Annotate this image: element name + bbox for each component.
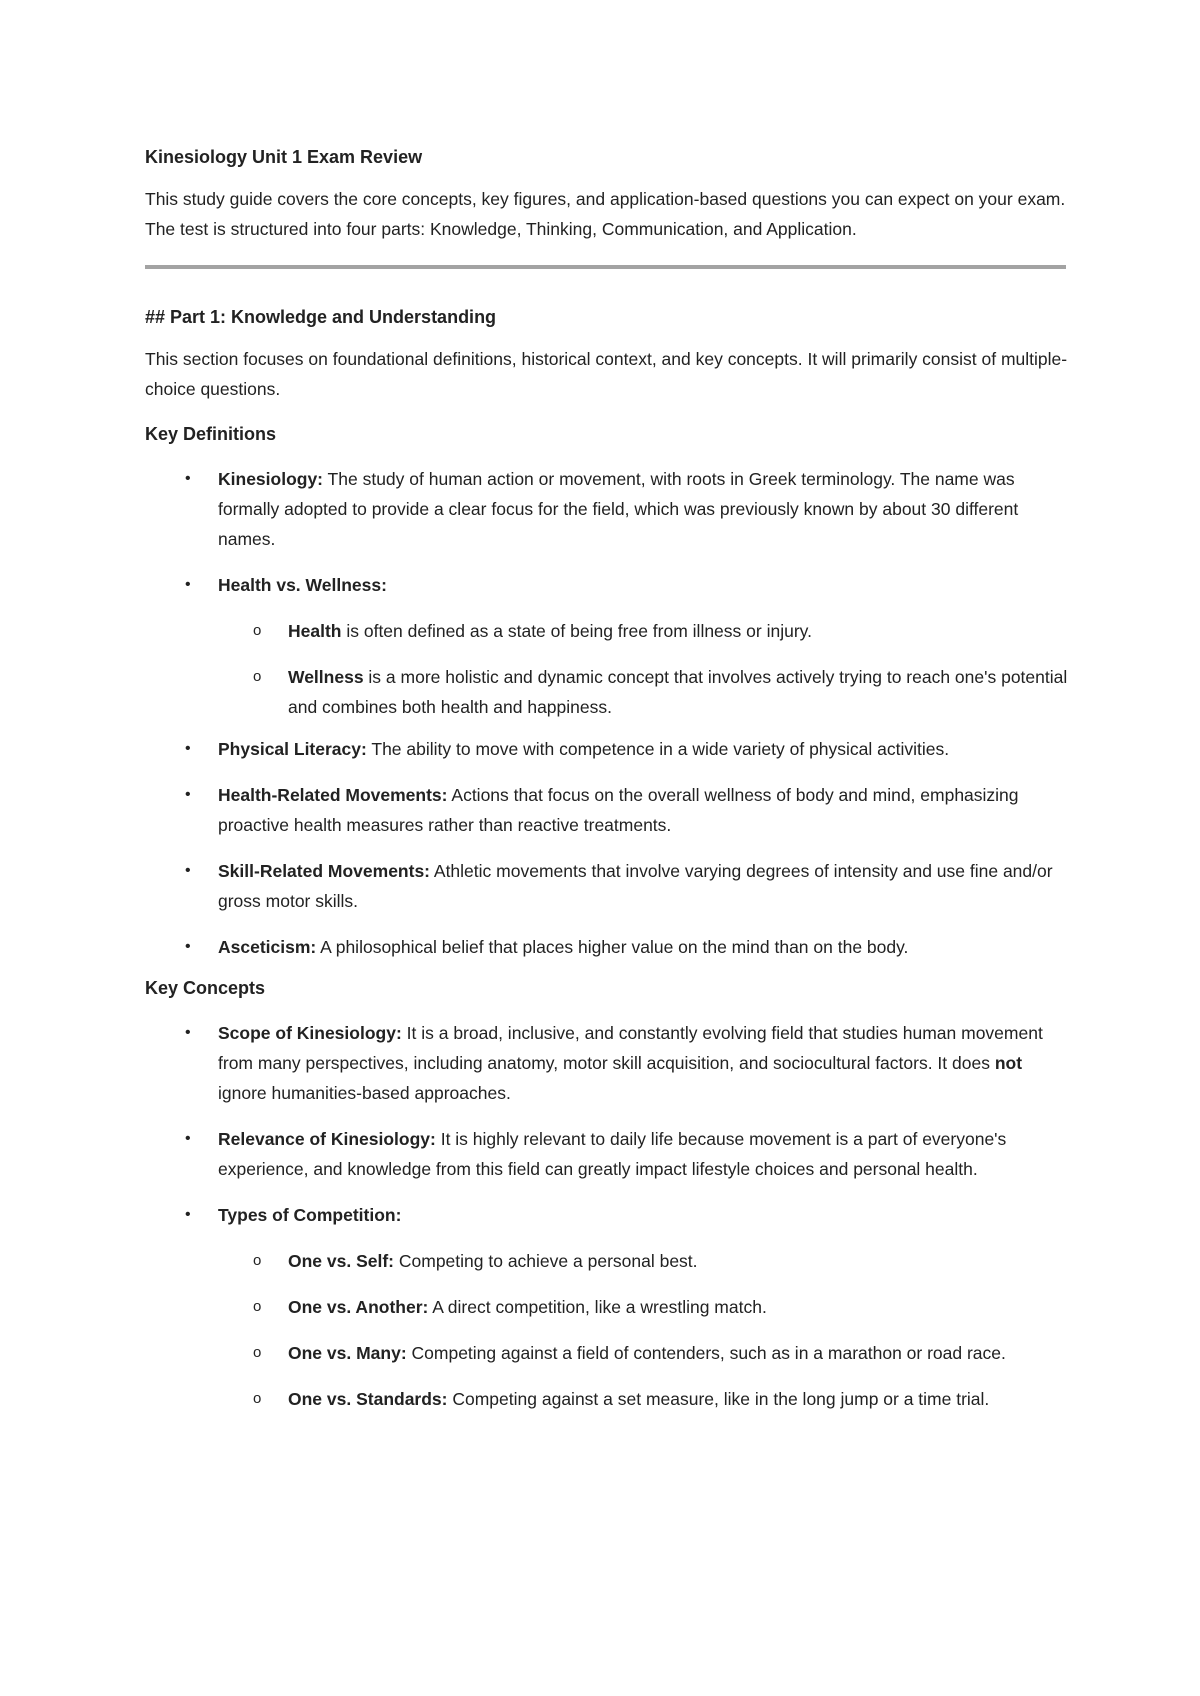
list-item xyxy=(145,1200,1070,1414)
definition: A philosophical belief that places higher value on the mind than on the body. xyxy=(316,937,909,957)
bullet-icon: • xyxy=(185,576,191,593)
term: Health xyxy=(288,621,342,641)
health-wellness-sublist xyxy=(218,616,1070,722)
definition: It is highly relevant to daily life because movement is a part of everyone's experience, and knowledge from this field can greatly impact lifestyle choices and personal health. xyxy=(218,1129,1007,1179)
competition-sublist xyxy=(218,1246,1070,1414)
part1-title: ## Part 1: Knowledge and Understanding xyxy=(145,307,497,327)
sub-list-item xyxy=(145,662,1070,722)
definition: The study of human action or movement, with roots in Greek terminology. The name was formally adopted to provide a clear focus for the field, which was previously known by about 30 different names. xyxy=(218,469,1019,549)
sub-list-item xyxy=(145,1292,1070,1322)
list-item xyxy=(145,464,1070,554)
sub-list-item xyxy=(145,1384,1070,1414)
sub-bullet-icon: o xyxy=(253,1390,262,1407)
definition: Competing against a set measure, like in the long jump or a time trial. xyxy=(447,1389,990,1409)
document-intro: This study guide covers the core concepts, key figures, and application-based questions you can expect on your exam. The test is structured into four parts: Knowledge, Thinking, Communication, and Application. xyxy=(145,189,1066,239)
term: Relevance of Kinesiology: xyxy=(218,1129,436,1149)
definition: Athletic movements that involve varying degrees of intensity and use fine and/or gross motor skills. xyxy=(218,861,1053,911)
list-item xyxy=(145,570,1070,722)
bullet-icon: • xyxy=(185,1130,191,1147)
horizontal-rule xyxy=(145,265,1066,269)
definitions-list xyxy=(145,464,1070,962)
term: Kinesiology: xyxy=(218,469,324,489)
sub-list-item xyxy=(145,1246,1070,1276)
sub-bullet-icon: o xyxy=(253,1298,262,1315)
term: Asceticism: xyxy=(218,937,317,957)
definition: Actions that focus on the overall wellness of body and mind, emphasizing proactive health measures rather than reactive treatments. xyxy=(218,785,1019,835)
bullet-icon: • xyxy=(185,740,191,757)
concepts-list xyxy=(145,1018,1070,1414)
sub-bullet-icon: o xyxy=(253,622,262,639)
list-item xyxy=(145,932,1070,962)
list-item xyxy=(145,734,1070,764)
list-item xyxy=(145,856,1070,916)
bullet-icon: • xyxy=(185,1024,191,1041)
definition: Competing to achieve a personal best. xyxy=(394,1251,698,1271)
key-concepts-heading: Key Concepts xyxy=(145,978,266,998)
sub-list-item xyxy=(145,616,1070,646)
emphasis: not xyxy=(994,1053,1023,1073)
definition: ignore humanities-based approaches. xyxy=(218,1083,511,1103)
term: Scope of Kinesiology: xyxy=(218,1023,402,1043)
term: One vs. Standards: xyxy=(288,1389,448,1409)
list-item xyxy=(145,1124,1070,1184)
list-item xyxy=(145,1018,1070,1108)
sub-bullet-icon: o xyxy=(253,1344,262,1361)
term: Wellness xyxy=(288,667,364,687)
definition: is a more holistic and dynamic concept that involves actively trying to reach one's potential and combines both health and happiness. xyxy=(288,667,1068,717)
term: One vs. Another: xyxy=(288,1297,429,1317)
term: One vs. Many: xyxy=(288,1343,407,1363)
term: Types of Competition: xyxy=(218,1205,402,1225)
sub-list-item xyxy=(145,1338,1070,1368)
definition: It is a broad, inclusive, and constantly evolving field that studies human movement from many perspectives, including anatomy, motor skill acquisition, and sociocultural factors. It does xyxy=(218,1023,1043,1073)
part1-intro: This section focuses on foundational definitions, historical context, and key concepts. It will primarily consist of multiple-choice questions. xyxy=(145,349,1068,399)
document-page xyxy=(145,142,1070,1426)
sub-bullet-icon: o xyxy=(253,668,262,685)
bullet-icon: • xyxy=(185,786,191,803)
bullet-icon: • xyxy=(185,938,191,955)
term: One vs. Self: xyxy=(288,1251,395,1271)
definition: The ability to move with competence in a wide variety of physical activities. xyxy=(366,739,950,759)
term: Health vs. Wellness: xyxy=(218,575,387,595)
key-definitions-heading: Key Definitions xyxy=(145,424,277,444)
definition: A direct competition, like a wrestling match. xyxy=(428,1297,767,1317)
term: Skill-Related Movements: xyxy=(218,861,430,881)
definition: is often defined as a state of being free from illness or injury. xyxy=(341,621,812,641)
term: Physical Literacy: xyxy=(218,739,367,759)
bullet-icon: • xyxy=(185,470,191,487)
document-title: Kinesiology Unit 1 Exam Review xyxy=(145,147,423,167)
bullet-icon: • xyxy=(185,862,191,879)
definition: Competing against a field of contenders, such as in a marathon or road race. xyxy=(406,1343,1006,1363)
term: Health-Related Movements: xyxy=(218,785,448,805)
list-item xyxy=(145,780,1070,840)
sub-bullet-icon: o xyxy=(253,1252,262,1269)
bullet-icon: • xyxy=(185,1206,191,1223)
